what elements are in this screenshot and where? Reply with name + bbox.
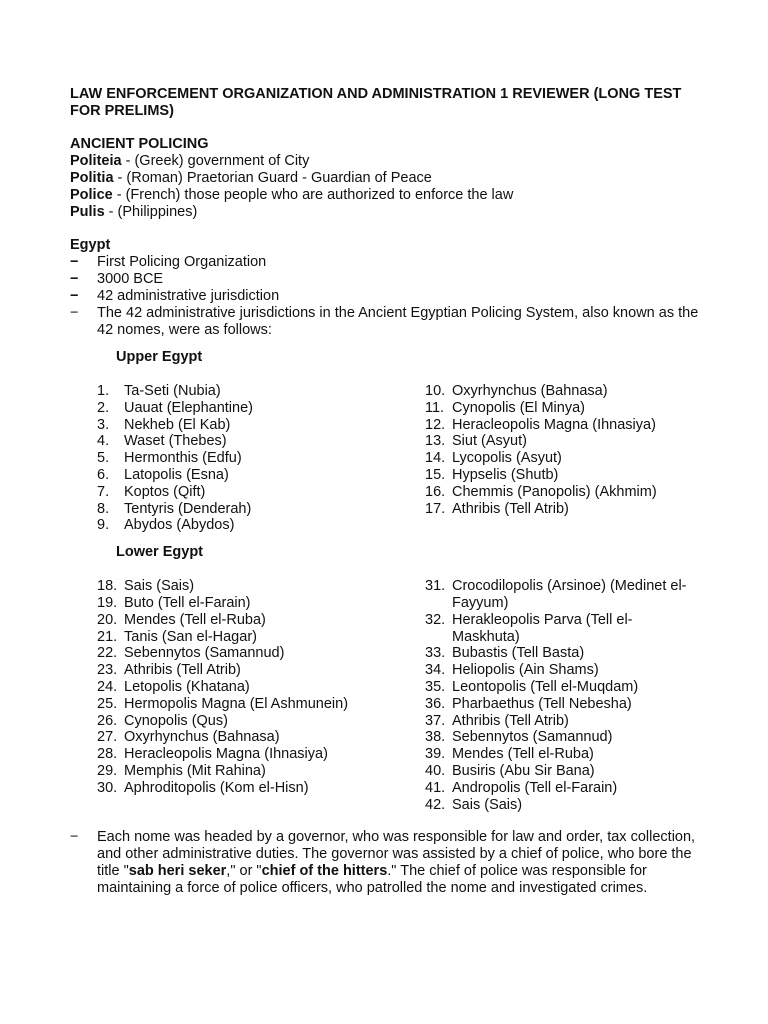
- nome-name: Mendes (Tell el-Ruba): [452, 746, 594, 763]
- list-item: [425, 578, 700, 612]
- list-item: [425, 662, 700, 679]
- list-item: [97, 517, 425, 534]
- nome-number: 31.: [425, 578, 446, 595]
- term-desc: - (Roman) Praetorian Guard - Guardian of Peace: [113, 170, 432, 186]
- nome-name: Sais (Sais): [452, 796, 523, 813]
- nome-number: 32.: [425, 611, 446, 628]
- list-item: [425, 383, 700, 400]
- nome-name: Andropolis (Tell el-Farain): [452, 779, 618, 796]
- nome-number: 18.: [97, 578, 118, 595]
- nome-name: Siut (Asyut): [452, 433, 527, 450]
- nome-number: 25.: [97, 695, 118, 712]
- list-item: [425, 729, 700, 746]
- list-item: [97, 679, 425, 696]
- nome-number: 22.: [97, 645, 118, 662]
- nome-number: 26.: [97, 712, 118, 729]
- nome-number: 36.: [425, 695, 446, 712]
- bullet-text: The 42 administrative jurisdictions in the Ancient Egyptian Policing System, also known as the 42 nomes, were as follows:: [97, 305, 699, 338]
- bullet-text: First Policing Organization: [97, 254, 267, 270]
- nome-name: Buto (Tell el-Farain): [124, 594, 251, 611]
- list-item: [97, 763, 425, 780]
- term-pulis: [70, 204, 700, 221]
- nome-number: 6.: [97, 466, 110, 483]
- list-item: [425, 417, 700, 434]
- nome-number: 42.: [425, 796, 446, 813]
- list-item: [97, 400, 425, 417]
- list-item: [97, 780, 425, 797]
- nome-name: Bubastis (Tell Basta): [452, 645, 585, 662]
- bullet-text: 42 administrative jurisdiction: [97, 288, 280, 304]
- paragraph-part: ." The chief of police was responsible for maintaining a force of police officers, who patrolled the nome and investigated crimes.: [97, 863, 648, 897]
- list-item: [425, 484, 700, 501]
- term-politia: [70, 170, 700, 187]
- list-item: [97, 417, 425, 434]
- nome-name: Tanis (San el-Hagar): [124, 628, 257, 645]
- list-item: [97, 467, 425, 484]
- list-item: [97, 645, 425, 662]
- nome-number: 28.: [97, 746, 118, 763]
- dash-bullet: −: [70, 829, 79, 846]
- nome-name: Abydos (Abydos): [124, 517, 235, 534]
- lower-egypt-left-column: [97, 578, 425, 813]
- nome-name: Koptos (Qift): [124, 483, 206, 500]
- nome-number: 24.: [97, 678, 118, 695]
- list-item: [97, 629, 425, 646]
- nome-name: Nekheb (El Kab): [124, 416, 231, 433]
- nome-name: Hermonthis (Edfu): [124, 450, 242, 467]
- nome-number: 4.: [97, 433, 110, 450]
- nome-name: Memphis (Mit Rahina): [124, 762, 266, 779]
- list-item: [425, 713, 700, 730]
- closing-paragraph: [70, 829, 700, 897]
- list-item: [70, 305, 700, 339]
- nome-name: Hypselis (Shutb): [452, 466, 559, 483]
- title-sab-heri-seker: sab heri seker: [128, 863, 227, 880]
- term-word: Politia: [70, 170, 114, 186]
- list-item: [97, 450, 425, 467]
- list-item: [425, 645, 700, 662]
- nome-number: 21.: [97, 628, 118, 645]
- term-politeia: [70, 153, 700, 170]
- nome-number: 38.: [425, 729, 446, 746]
- upper-egypt-list: [70, 383, 700, 534]
- nome-name: Chemmis (Panopolis) (Akhmim): [452, 483, 657, 500]
- term-desc: - (French) those people who are authorized to enforce the law: [112, 187, 514, 203]
- list-item: [425, 467, 700, 484]
- nome-name: Ta-Seti (Nubia): [124, 383, 221, 399]
- nome-number: 9.: [97, 517, 110, 534]
- dash-bullet: −: [70, 288, 79, 304]
- nome-name: Tentyris (Denderah): [124, 500, 252, 517]
- list-item: [97, 612, 425, 629]
- nome-name: Oxyrhynchus (Bahnasa): [452, 383, 608, 399]
- nome-number: 33.: [425, 645, 446, 662]
- list-item: [425, 400, 700, 417]
- nome-number: 8.: [97, 500, 110, 517]
- upper-egypt-right-column: [425, 383, 700, 534]
- nome-number: 16.: [425, 483, 446, 500]
- dash-bullet: −: [70, 305, 79, 321]
- nome-name: Latopolis (Esna): [124, 466, 229, 483]
- upper-egypt-left-column: [97, 383, 425, 534]
- term-police: [70, 187, 700, 204]
- paragraph-part: Each nome was headed by a governor, who was responsible for law and order, tax collection, and other administrative duties. The governor was assisted by a chief of police, who bore the title ": [97, 829, 696, 880]
- document-page: [70, 86, 700, 897]
- nome-number: 30.: [97, 779, 118, 796]
- list-item: [97, 746, 425, 763]
- list-item: [425, 433, 700, 450]
- list-item: [70, 288, 700, 305]
- title-chief-of-the-hitters: chief of the hitters: [261, 863, 388, 880]
- list-item: [97, 578, 425, 595]
- dash-bullet: −: [70, 271, 79, 287]
- egypt-bullets: [70, 254, 700, 339]
- list-item: [425, 696, 700, 713]
- nome-number: 7.: [97, 483, 110, 500]
- nome-name: Cynopolis (Qus): [124, 712, 228, 729]
- nome-number: 40.: [425, 762, 446, 779]
- list-item: [97, 383, 425, 400]
- nome-name: Herakleopolis Parva (Tell el-Maskhuta): [452, 611, 633, 645]
- nome-name: Uauat (Elephantine): [124, 399, 253, 416]
- list-item: [97, 484, 425, 501]
- term-word: Pulis: [70, 204, 105, 220]
- nome-name: Heracleopolis Magna (Ihnasiya): [124, 746, 328, 763]
- nome-number: 3.: [97, 416, 110, 433]
- nome-number: 29.: [97, 762, 118, 779]
- nome-number: 23.: [97, 662, 118, 679]
- nome-name: Crocodilopolis (Arsinoe) (Medinet el-Fayyum): [452, 578, 687, 611]
- nome-name: Athribis (Tell Atrib): [452, 500, 569, 517]
- nome-number: 27.: [97, 729, 118, 746]
- term-desc: - (Philippines): [104, 204, 198, 220]
- nome-name: Athribis (Tell Atrib): [124, 662, 241, 679]
- nome-name: Letopolis (Khatana): [124, 678, 250, 695]
- closing-paragraph-list: [70, 829, 700, 897]
- dash-bullet: −: [70, 254, 79, 270]
- nome-number: 10.: [425, 383, 446, 399]
- egypt-heading: Egypt: [70, 237, 111, 253]
- lower-egypt-heading: Lower Egypt: [116, 544, 204, 561]
- list-item: [97, 433, 425, 450]
- ancient-policing-heading: ANCIENT POLICING: [70, 136, 209, 152]
- nome-number: 15.: [425, 466, 446, 483]
- nome-number: 12.: [425, 416, 446, 433]
- nome-name: Hermopolis Magna (El Ashmunein): [124, 695, 349, 712]
- paragraph-part: ," or ": [226, 863, 262, 880]
- nome-name: Waset (Thebes): [124, 433, 227, 450]
- list-item: [97, 713, 425, 730]
- list-item: [425, 763, 700, 780]
- list-item: [425, 679, 700, 696]
- nome-number: 17.: [425, 500, 446, 517]
- list-item: [97, 662, 425, 679]
- nome-name: Leontopolis (Tell el-Muqdam): [452, 678, 639, 695]
- nome-name: Sebennytos (Samannud): [124, 645, 285, 662]
- nome-number: 5.: [97, 450, 110, 467]
- upper-egypt-heading: Upper Egypt: [116, 349, 203, 365]
- nome-number: 14.: [425, 450, 446, 467]
- nome-number: 20.: [97, 611, 118, 628]
- nome-name: Athribis (Tell Atrib): [452, 712, 569, 729]
- nome-name: Oxyrhynchus (Bahnasa): [124, 729, 280, 746]
- nome-number: 1.: [97, 383, 110, 399]
- lower-egypt-right-column: [425, 578, 700, 813]
- nome-name: Pharbaethus (Tell Nebesha): [452, 695, 632, 712]
- term-word: Police: [70, 187, 113, 203]
- list-item: [425, 450, 700, 467]
- list-item: [97, 595, 425, 612]
- nome-number: 34.: [425, 662, 446, 679]
- lower-egypt-list: [70, 578, 700, 813]
- nome-number: 35.: [425, 678, 446, 695]
- list-item: [425, 780, 700, 797]
- list-item: [425, 746, 700, 763]
- nome-name: Sais (Sais): [124, 578, 195, 595]
- term-list: [70, 153, 700, 221]
- term-desc: - (Greek) government of City: [121, 153, 310, 169]
- list-item: [425, 501, 700, 518]
- nome-number: 2.: [97, 399, 110, 416]
- document-title: LAW ENFORCEMENT ORGANIZATION AND ADMINISTRATION 1 REVIEWER (LONG TEST FOR PRELIMS): [70, 86, 682, 119]
- nome-name: Busiris (Abu Sir Bana): [452, 762, 595, 779]
- nome-number: 11.: [425, 399, 445, 416]
- bullet-text: 3000 BCE: [97, 271, 164, 287]
- list-item: [70, 271, 700, 288]
- nome-name: Lycopolis (Asyut): [452, 450, 562, 467]
- list-item: [425, 612, 700, 646]
- nome-number: 13.: [425, 433, 446, 450]
- nome-name: Heliopolis (Ain Shams): [452, 662, 599, 679]
- list-item: [97, 696, 425, 713]
- list-item: [425, 797, 700, 814]
- term-word: Politeia: [70, 153, 122, 169]
- nome-number: 19.: [97, 594, 118, 611]
- list-item: [97, 501, 425, 518]
- nome-number: 39.: [425, 746, 446, 763]
- nome-number: 37.: [425, 712, 446, 729]
- nome-name: Cynopolis (El Minya): [452, 399, 585, 416]
- nome-number: 41.: [425, 779, 446, 796]
- list-item: [70, 254, 700, 271]
- nome-name: Aphroditopolis (Kom el-Hisn): [124, 779, 309, 796]
- nome-name: Sebennytos (Samannud): [452, 729, 613, 746]
- list-item: [97, 729, 425, 746]
- nome-name: Mendes (Tell el-Ruba): [124, 611, 266, 628]
- nome-name: Heracleopolis Magna (Ihnasiya): [452, 416, 656, 433]
